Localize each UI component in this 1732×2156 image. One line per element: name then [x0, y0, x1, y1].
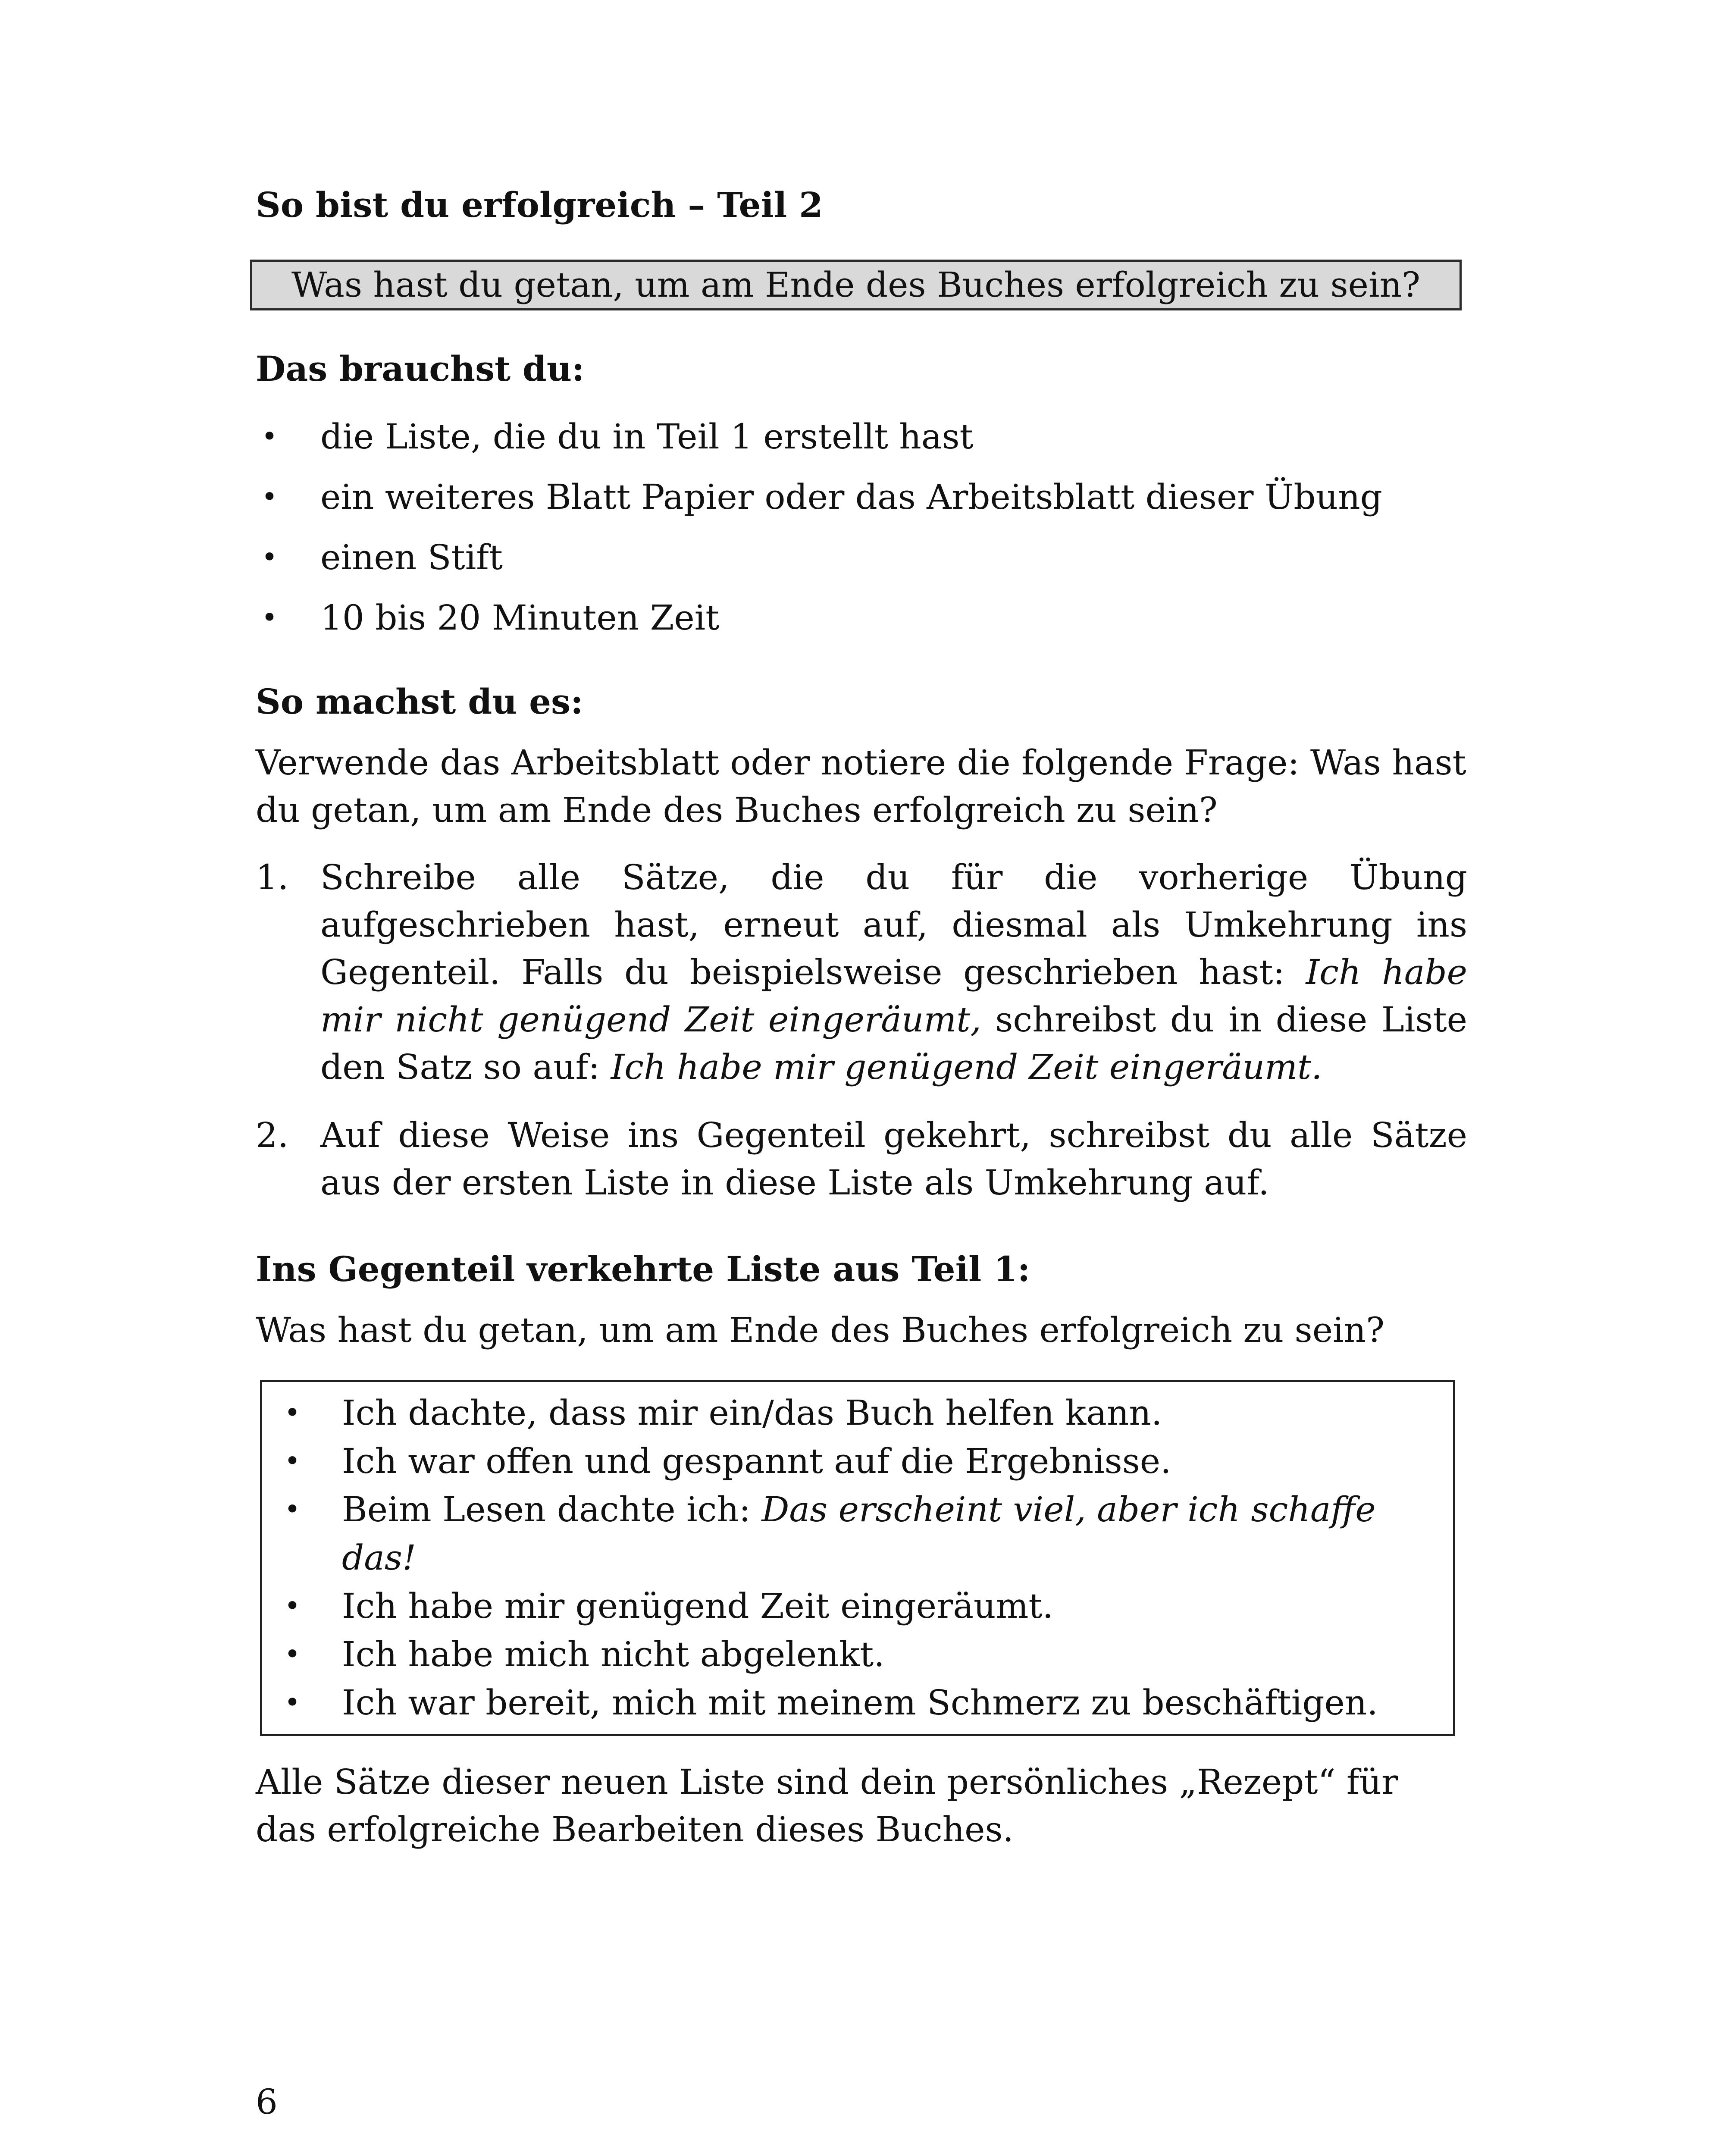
reversed-question: Was hast du getan, um am Ende des Buches erfolgreich zu sein?: [256, 1310, 1385, 1350]
list-item: • ein weiteres Blatt Papier oder das Arbeitsblatt dieser Übung: [256, 473, 1467, 521]
page-number: 6: [256, 2082, 278, 2122]
bullet-icon: •: [261, 421, 278, 453]
step-number: 2.: [256, 1115, 289, 1155]
list-item: • Ich habe mir genügend Zeit eingeräumt.: [262, 1582, 1453, 1630]
list-item: • Ich dachte, dass mir ein/das Buch helfen kann.: [262, 1389, 1453, 1437]
reversed-list-box: [260, 1380, 1455, 1736]
bullet-icon: •: [284, 1397, 301, 1429]
needs-heading: Das brauchst du:: [256, 348, 585, 389]
howto-intro: Verwende das Arbeitsblatt oder notiere die folgende Frage: Was hast du getan, um am Ende des Buches erfolgreich zu sein?: [256, 743, 1466, 830]
list-item: • Ich war offen und gespannt auf die Ergebnisse.: [262, 1437, 1453, 1485]
list-item: • Ich war bereit, mich mit meinem Schmerz zu beschäftigen.: [262, 1679, 1453, 1727]
bullet-icon: •: [284, 1445, 301, 1477]
closing-paragraph: Alle Sätze dieser neuen Liste sind dein persönliches „Rezept“ für das erfolgreiche Bearbeiten dieses Buches.: [256, 1762, 1398, 1849]
bullet-icon: •: [284, 1639, 301, 1670]
reversed-list: [262, 1389, 1453, 1727]
list-item: • 10 bis 20 Minuten Zeit: [256, 594, 1467, 642]
list-item: • die Liste, die du in Teil 1 erstellt hast: [256, 413, 1467, 461]
step-item: 1. Schreibe alle Sätze, die du für die vorherige Übung aufgeschrieben hast, erneut auf, diesmal als Umkehrung ins Gegenteil. Falls du beispielsweise geschrieben hast: Ich habe mir nicht genügend Zeit eingeräumt, schreibst du in diese Liste den Satz so auf: Ich habe mir genügend Zeit eingeräumt.: [256, 854, 1467, 1091]
bullet-icon: •: [284, 1494, 301, 1526]
bullet-icon: •: [261, 602, 278, 634]
reversed-heading: Ins Gegenteil verkehrte Liste aus Teil 1:: [256, 1249, 1030, 1289]
step-item: 2. Auf diese Weise ins Gegenteil gekehrt, schreibst du alle Sätze aus der ersten Liste in diese Liste als Umkehrung auf.: [256, 1112, 1467, 1206]
step-number: 1.: [256, 857, 289, 897]
list-item: • Beim Lesen dachte ich: Das erscheint viel, aber ich schaffe das!: [262, 1485, 1453, 1582]
bullet-icon: •: [261, 481, 278, 513]
bullet-icon: •: [261, 542, 278, 573]
list-item: • Ich habe mich nicht abgelenkt.: [262, 1630, 1453, 1679]
page-title: So bist du erfolgreich – Teil 2: [256, 185, 823, 225]
list-item: • einen Stift: [256, 534, 1467, 581]
bullet-icon: •: [284, 1687, 301, 1719]
steps-list: [256, 854, 1467, 1206]
page-content: [256, 181, 1467, 1853]
bullet-icon: •: [284, 1590, 301, 1622]
howto-heading: So machst du es:: [256, 681, 583, 722]
question-box: Was hast du getan, um am Ende des Buches erfolgreich zu sein?: [250, 260, 1462, 310]
needs-list: [256, 413, 1467, 642]
